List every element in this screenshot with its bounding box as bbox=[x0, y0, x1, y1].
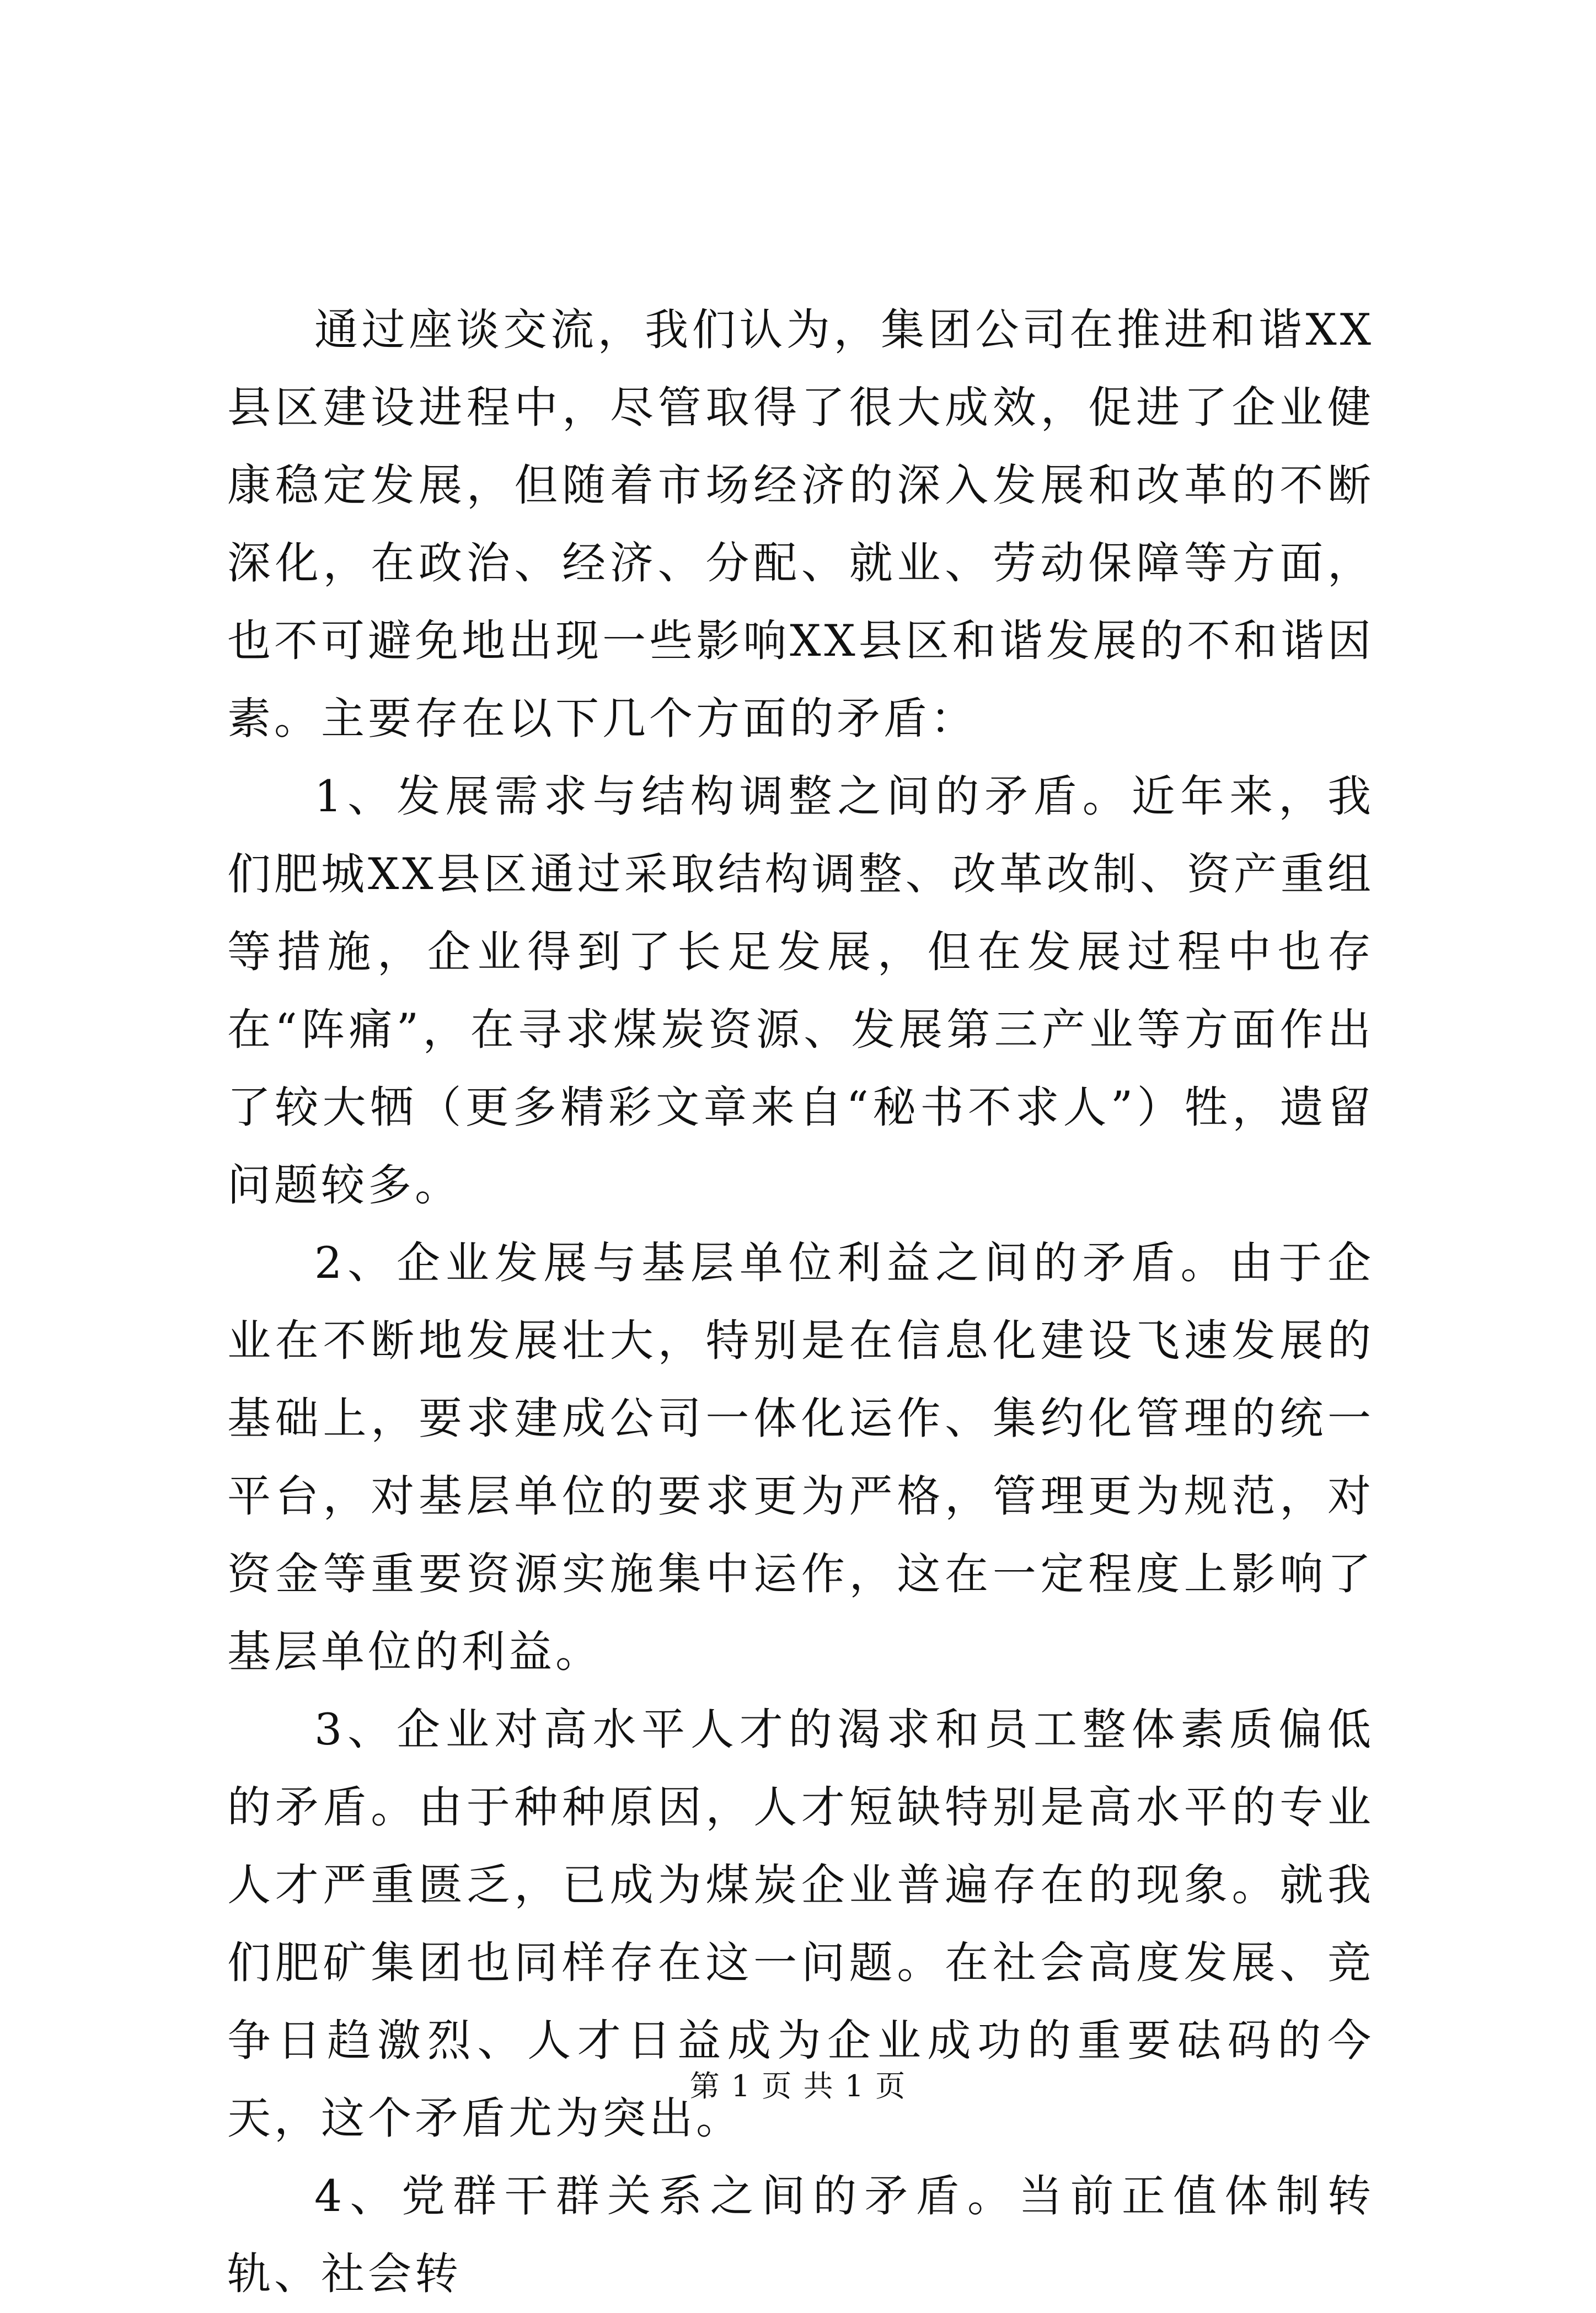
paragraph-intro: 通过座谈交流，我们认为，集团公司在推进和谐XX县区建设进程中，尽管取得了很大成效，促进了企业健康稳定发展，但随着市场经济的深入发展和改革的不断深化，在政治、经济、分配、就业、劳动保障等方面，也不可避免地出现一些影响XX县区和谐发展的不和谐因素。主要存在以下几个方面的矛盾： bbox=[227, 304, 1374, 744]
paragraph-item-1: 1、发展需求与结构调整之间的矛盾。近年来，我们肥城XX县区通过采取结构调整、改革改制、资产重组等措施，企业得到了长足发展，但在发展过程中也存在“阵痛”，在寻求煤炭资源、发展第三产业等方面作出了较大牺（更多精彩文章来自“秘书不求人”）牲，遗留问题较多。 bbox=[227, 771, 1374, 1211]
paragraph-item-3: 3、企业对高水平人才的渴求和员工整体素质偏低的矛盾。由于种种原因，人才短缺特别是高水平的专业人才严重匮乏，已成为煤炭企业普遍存在的现象。就我们肥矿集团也同样存在这一问题。在社会高度发展、竞争日趋激烈、人才日益成为企业成功的重要砝码的今天，这个矛盾尤为突出。 bbox=[227, 1704, 1374, 2144]
paragraph-item-4: 4、党群干群关系之间的矛盾。当前正值体制转轨、社会转 bbox=[227, 2171, 1374, 2299]
paragraph-item-2: 2、企业发展与基层单位利益之间的矛盾。由于企业在不断地发展壮大，特别是在信息化建设飞速发展的基础上，要求建成公司一体化运作、集约化管理的统一平台，对基层单位的要求更为严格，管理更为规范，对资金等重要资源实施集中运作，这在一定程度上影响了基层单位的利益。 bbox=[227, 1238, 1374, 1677]
page-footer: 第 1 页 共 1 页 bbox=[689, 2069, 907, 2103]
document-body bbox=[227, 291, 1374, 2313]
